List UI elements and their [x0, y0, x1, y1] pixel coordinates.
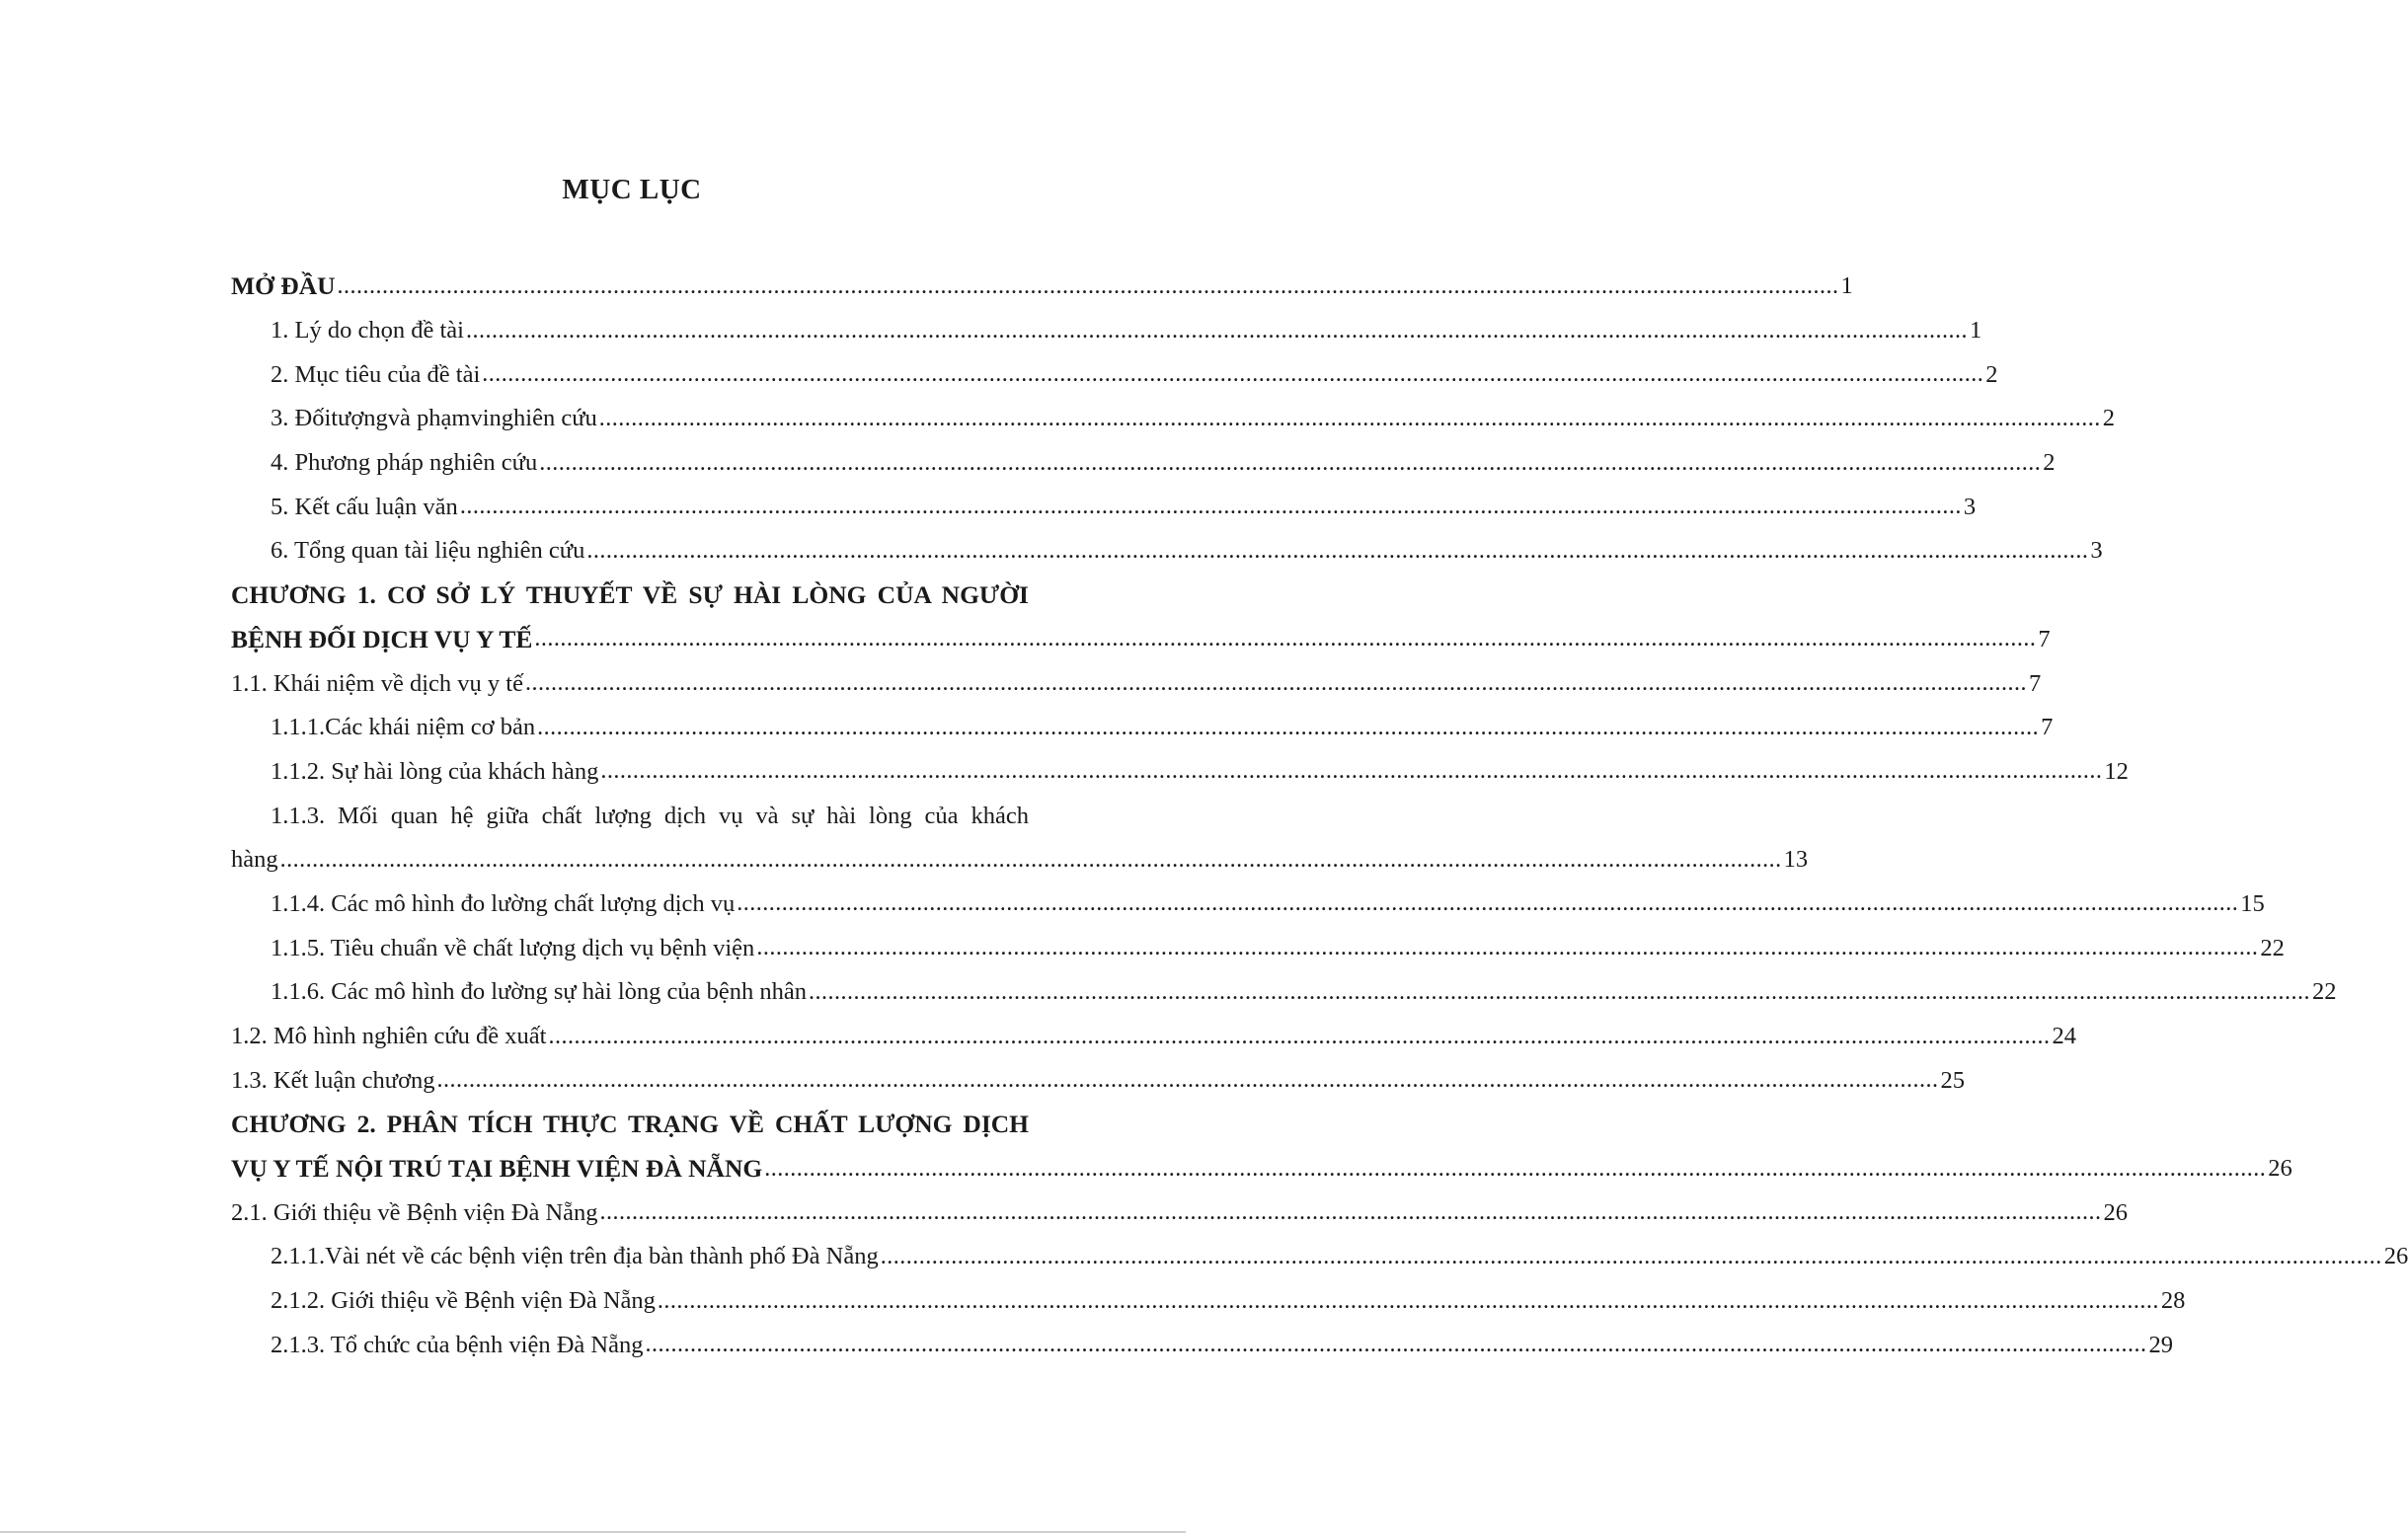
toc-entry[interactable]	[231, 882, 2265, 927]
toc-leader-dots: ..........................................................................................................................................................................................................................................	[880, 1243, 2382, 1269]
toc-page-number: 26	[2103, 1198, 2129, 1226]
toc-entry[interactable]	[231, 1324, 2173, 1368]
toc-leader-dots: ..........................................................................................................................................................................................................................................	[598, 405, 2101, 431]
toc-entry-text: 2. Mục tiêu của đề tài	[271, 360, 481, 388]
toc-leader-dots: ..........................................................................................................................................................................................................................................	[764, 1155, 2267, 1182]
toc-entry-text: 5. Kết cấu luận văn	[271, 493, 458, 520]
toc-entry-text: 1.2. Mô hình nghiên cứu đề xuất	[231, 1023, 547, 1050]
toc-chapter-heading[interactable]	[231, 574, 1029, 618]
toc-leader-dots: ..........................................................................................................................................................................................................................................	[548, 1023, 2051, 1049]
toc-entry[interactable]	[231, 661, 2042, 706]
toc-page-number: 26	[2383, 1243, 2408, 1270]
toc-entry[interactable]	[231, 1015, 2076, 1059]
toc-entry-text: 2.1. Giới thiệu về Bệnh viện Đà Nẵng	[231, 1198, 598, 1226]
toc-leader-dots: ..........................................................................................................................................................................................................................................	[539, 449, 2042, 476]
toc-entry[interactable]	[231, 706, 2054, 750]
toc-entry-text: 1. Lý do chọn đề tài	[271, 317, 464, 345]
toc-entry[interactable]	[231, 397, 2115, 441]
toc-entry[interactable]	[231, 618, 2051, 662]
toc-page-number: 25	[1940, 1066, 1966, 1094]
toc-page-number: 13	[1783, 846, 1809, 874]
toc-page-number: 26	[2268, 1155, 2292, 1183]
toc-entry[interactable]	[231, 1147, 2292, 1191]
toc-page-number: 2	[2043, 449, 2056, 477]
toc-page-number: 12	[2104, 757, 2129, 785]
toc-entry-text: 4. Phương pháp nghiên cứu	[271, 449, 538, 477]
table-of-contents	[231, 265, 2408, 1367]
toc-leader-dots: ..........................................................................................................................................................................................................................................	[534, 626, 2037, 652]
toc-leader-dots: ..........................................................................................................................................................................................................................................	[645, 1332, 2147, 1358]
toc-entry-text: VỤ Y TẾ NỘI TRÚ TẠI BỆNH VIỆN ĐÀ NẴNG	[231, 1154, 763, 1184]
toc-page-number: 7	[2028, 669, 2042, 697]
toc-entry-text: BỆNH ĐỐI DỊCH VỤ Y TẾ	[231, 624, 533, 653]
toc-entry[interactable]	[231, 838, 1809, 882]
toc-page-number: 2	[2102, 405, 2115, 432]
toc-leader-dots: ..........................................................................................................................................................................................................................................	[737, 890, 2239, 917]
toc-page-number: 2	[1985, 360, 1998, 388]
toc-entry-text: 3. Đốitượngvà phạmvinghiên cứu	[271, 405, 597, 432]
toc-page-number: 22	[2312, 978, 2337, 1006]
toc-page-number: 22	[2260, 934, 2285, 961]
toc-entry[interactable]	[231, 309, 1982, 353]
toc-entry[interactable]	[231, 1058, 1966, 1103]
toc-entry-text: 1.1.2. Sự hài lòng của khách hàng	[271, 757, 599, 785]
toc-page-number: 29	[2148, 1331, 2173, 1358]
toc-leader-dots: ..........................................................................................................................................................................................................................................	[436, 1067, 1939, 1094]
toc-entry-text: 2.1.3. Tổ chức của bệnh viện Đà Nẵng	[271, 1331, 644, 1358]
toc-page-number: 24	[2052, 1023, 2076, 1050]
toc-page-number: 3	[1963, 493, 1977, 520]
toc-leader-dots: ..........................................................................................................................................................................................................................................	[524, 670, 2027, 697]
toc-page-number: 3	[2090, 537, 2103, 565]
toc-leader-dots: ..........................................................................................................................................................................................................................................	[600, 758, 2103, 785]
toc-entry[interactable]	[231, 352, 1998, 397]
toc-entry-text: hàng	[231, 846, 278, 874]
toc-entry[interactable]	[231, 750, 2129, 795]
toc-entry-continued[interactable]	[231, 794, 1029, 838]
toc-entry-text: MỞ ĐẦU	[231, 271, 336, 301]
toc-leader-dots: ..........................................................................................................................................................................................................................................	[586, 537, 2089, 564]
toc-entry[interactable]	[231, 926, 2285, 970]
page-bottom-edge	[0, 1531, 1186, 1533]
toc-entry[interactable]	[231, 1190, 2129, 1235]
toc-page-number: 15	[2240, 889, 2265, 917]
toc-page-number: 1	[1969, 317, 1982, 345]
toc-entry[interactable]	[231, 529, 2103, 574]
toc-entry[interactable]	[231, 485, 1977, 529]
toc-entry-text: CHƯƠNG 1. CƠ SỞ LÝ THUYẾT VỀ SỰ HÀI LÒNG CỦA NGƯỜI	[231, 580, 1029, 610]
toc-entry-text: 1.1.6. Các mô hình đo lường sự hài lòng của bệnh nhân	[271, 978, 808, 1006]
toc-entry-text: 1.3. Kết luận chương	[231, 1066, 435, 1094]
toc-page-number: 28	[2160, 1287, 2186, 1315]
toc-leader-dots: ..........................................................................................................................................................................................................................................	[465, 317, 1968, 344]
toc-page-number: 7	[2041, 714, 2054, 741]
toc-entry-text: 1.1.4. Các mô hình đo lường chất lượng dịch vụ	[271, 889, 736, 917]
toc-leader-dots: ..........................................................................................................................................................................................................................................	[482, 361, 1984, 388]
toc-entry-text: 1.1.5. Tiêu chuẩn về chất lượng dịch vụ bệnh viện	[271, 934, 755, 961]
toc-leader-dots: ..........................................................................................................................................................................................................................................	[599, 1199, 2102, 1226]
toc-entry-text: 6. Tổng quan tài liệu nghiên cứu	[271, 537, 585, 565]
toc-entry[interactable]	[231, 265, 1853, 309]
toc-entry[interactable]	[231, 1235, 2408, 1279]
toc-leader-dots: ..........................................................................................................................................................................................................................................	[756, 935, 2259, 961]
toc-entry[interactable]	[231, 441, 2056, 486]
toc-page-number: 1	[1840, 272, 1853, 300]
toc-chapter-heading[interactable]	[231, 1103, 1029, 1147]
toc-page-number: 7	[2038, 625, 2051, 652]
toc-leader-dots: ..........................................................................................................................................................................................................................................	[459, 494, 1962, 520]
toc-leader-dots: ..........................................................................................................................................................................................................................................	[337, 272, 1839, 299]
toc-entry-text: CHƯƠNG 2. PHÂN TÍCH THỰC TRẠNG VỀ CHẤT LƯỢNG DỊCH	[231, 1110, 1029, 1139]
toc-entry-text: 2.1.1.Vài nét về các bệnh viện trên địa bàn thành phố Đà Nẵng	[271, 1243, 879, 1270]
toc-leader-dots: ..........................................................................................................................................................................................................................................	[537, 714, 2040, 740]
toc-entry[interactable]	[231, 1279, 2186, 1324]
toc-leader-dots: ..........................................................................................................................................................................................................................................	[657, 1287, 2159, 1314]
toc-entry-text: 1.1. Khái niệm về dịch vụ y tế	[231, 669, 523, 697]
toc-entry-text: 1.1.1.Các khái niệm cơ bản	[271, 714, 536, 741]
toc-entry[interactable]	[231, 970, 2337, 1015]
toc-leader-dots: ..........................................................................................................................................................................................................................................	[809, 978, 2311, 1005]
toc-entry-text: 2.1.2. Giới thiệu về Bệnh viện Đà Nẵng	[271, 1287, 656, 1315]
toc-entry-text: 1.1.3. Mối quan hệ giữa chất lượng dịch vụ và sự hài lòng của khách	[271, 802, 1029, 829]
toc-leader-dots: ..........................................................................................................................................................................................................................................	[279, 846, 1782, 873]
page-title: MỤC LỤC	[562, 174, 702, 205]
